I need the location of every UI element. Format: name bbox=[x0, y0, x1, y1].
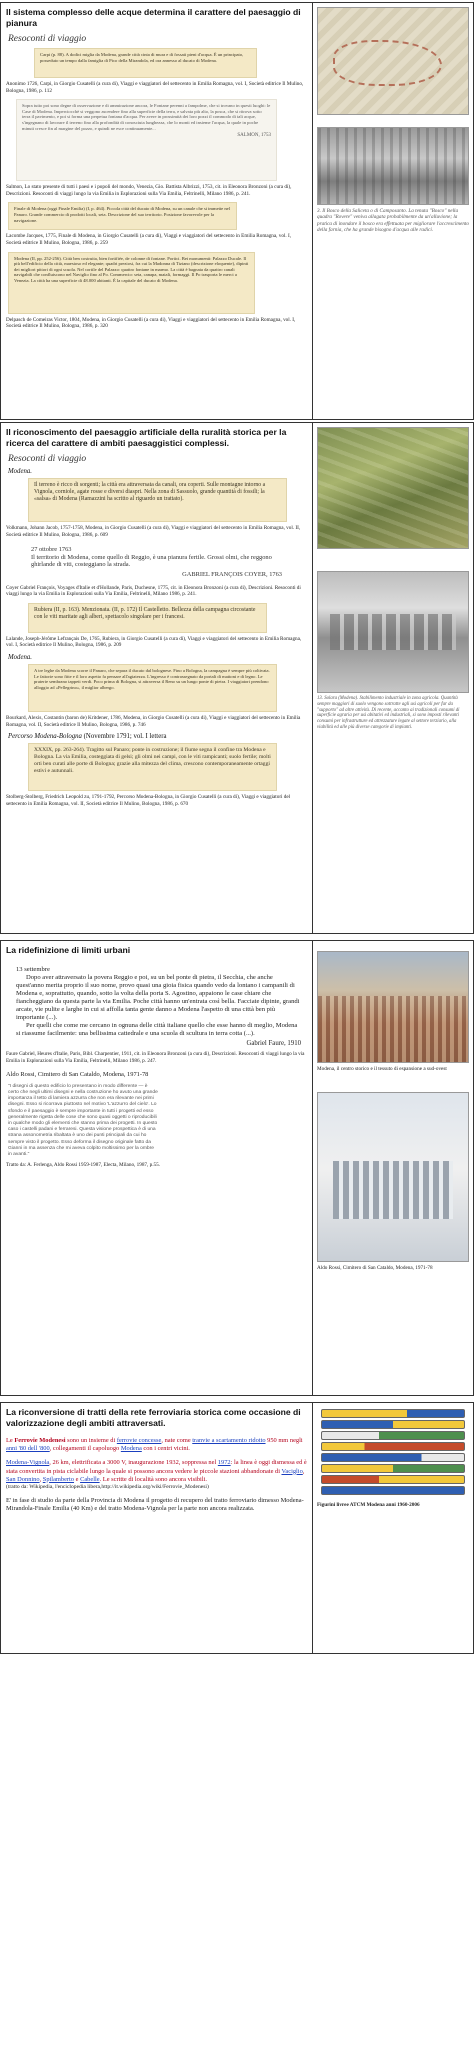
modena-aerial-photo bbox=[317, 951, 469, 1063]
subhead: Resoconti di viaggio bbox=[8, 454, 87, 464]
reference: Stolberg-Stolberg, Friedrich Leopold zu, 1791-1792, Percorso Modena-Bologna, in Giorgio Cusatelli (a cura di), Viaggi e viaggiatori del settecento in Emilia Romagna, vol. II, Società editrice Il Mulino, Bologna, 1986, p. 670 bbox=[6, 794, 291, 807]
text: 950 mm negli bbox=[265, 1437, 303, 1444]
scan-excerpt: Finale di Modena (oggi Finale Emilia) (I, p. 464). Piccola città del ducato di Modena, su un canale che si immette nel Panaro. Grande commercio di prodotti locali, seta. Descrizione del suo territorio. Posizione favorevole per la navigazione. bbox=[8, 202, 237, 230]
aldo-rossi-quote: "I disegni di questo edificio lo presentano in modo differente — è certo che negli ultimi disegni e nella costruzione ho avuto una grande importanza il tetto di lamiera azzurra che non era rilevante nei primi disegni. Esso si ricorrava piuttosto nel motivo 'L'azzurro del cielo'. Lo sfondo e il paesaggio è sempre importante in tutti i progetti ed esso generalmente rigetta delle cose che sono quasi oggetti o riproducibili in qualche modo gli elementi che stanno prima dei progetti. In questo caso i castelli padani e ferraresi. Questa visione prospettica è di una strana assonometria ribaltata è uno dei punti principali da cui ho sempre visto il progetto. Esso deforma il disegno originale fatto da Gianni in ma assenza che mi aveva colpito moltissimo per la ombre in avanti." bbox=[8, 1083, 158, 1158]
industrial-aerial-photo bbox=[317, 571, 469, 693]
train-livery bbox=[321, 1453, 465, 1462]
link-ferrovie-modenesi[interactable]: Ferrovie Modenesi bbox=[14, 1437, 66, 1444]
text: , 26 km, elettrificata a 3000 V, inaugurazione 1932, soppressa nel bbox=[49, 1459, 218, 1467]
reference: Salmon, Lo stato presente di tutti i paesi e i popoli del mondo, Venezia, Gio. Battista Albrizzi, 1753, cit. in Eleonora Bronzoni (a cura di), Descrizioni. Resoconti di viaggi lungo la via Emilia in Esplorazioni sulla Via Emilia, Feltrinelli, Milano 1986, p. 241. bbox=[6, 184, 292, 197]
section-acque bbox=[0, 2, 474, 420]
photo-caption: Figurini livree ATCM Modena anni 1960-2006 bbox=[317, 1502, 420, 1508]
train-livery bbox=[321, 1431, 465, 1440]
link-vaciglio[interactable]: Vaciglio bbox=[281, 1467, 303, 1475]
train-livery bbox=[321, 1464, 465, 1473]
route-title: Percorso Modena-Bologna bbox=[8, 733, 82, 741]
link-1972[interactable]: 1972 bbox=[217, 1459, 231, 1467]
section-limiti-images bbox=[313, 941, 473, 1395]
subhead: Resoconti di viaggio bbox=[8, 34, 87, 44]
text: , collegamenti il capoluogo bbox=[49, 1445, 121, 1453]
text: : la linea è oggi dismessa ed è stata convertita in pista ciclabile lungo la quale si possono ancora vedere le piccole stazioni abbandonate di bbox=[6, 1459, 307, 1475]
text: con i centri vicini. bbox=[141, 1445, 190, 1453]
scan-text: Sopra tutto poi sono degne di osservazione e di ammirazione ancora, le Fontane perenni a fampolme, che si trovano in questi luoghi: le Case di Modena. Imperciocchè si veggono ascendere fino alla superficie della terra, e salvata più alto, la posca, che si ritrova sotto terra il pavimento, e poi si forma una perpetua fontana d'acqua. Per avere in prossimità dei loro pozzi il commodo di tali acque, s'ingegnano di lavorare il terreno fino alla profondità di conosciuta lunghezza, che lo monti ed insieme l'acqua, la quale in poche minuti cresce fin al margine del pozzo, e quindi ne esce continuamente... bbox=[22, 103, 271, 131]
reference: Faure Gabriel, Heures d'Italie, Paris, Bibl. Charpentier, 1911, cit. in Eleonora Bronzoni (a cura di), Descrizioni. Resoconti di viaggi lungo la via Emilia in Esplorazioni sulla Via Emilia, Feltrinelli, Milano 1986, p. 247. bbox=[6, 1051, 305, 1064]
scan-excerpt: Carpi (p. 88). A dodici miglia da Modena, grande città cinta di mura e di fossati pieni d'acqua. È un principato, posseduto un tempo dalla famiglia di Pico della Mirandola, ed ora annesso al ducato di Modena. bbox=[34, 48, 257, 78]
reference: Tratto da: A. Ferlenga, Aldo Rossi 1959-1987, Electa, Milano, 1987, p.55. bbox=[6, 1162, 160, 1169]
quote-attribution: Gabriel Faure, 1910 bbox=[246, 1040, 301, 1047]
scan-excerpt bbox=[16, 99, 277, 181]
photo-caption: 3. Il Bosco della Saliceta o di Camposanto. La tenuta "Bosco" nella quadra "Rovere" veniva allagata probabilmente da un'alluvione; la pratica di inondare il bosco era effettuata per migliorare l'accrescimento della farnia, che ha grande bisogno d'acqua alle radici. bbox=[317, 208, 469, 234]
reference: Coyer Gabriel François, Voyages d'Italie et d'Hollande, Paris, Duchesne, 1775, cit. in Eleonora Bronzoni (a cura di), Descrizioni. Resoconti di viaggi lungo la via Emilia in Esplorazioni sulla Via Emilia, Feltrinelli, Milano 1986, p. 241. bbox=[6, 584, 301, 598]
train-livery bbox=[321, 1420, 465, 1429]
scan-excerpt: XXXIX, pp. 263-264). Tragitto sul Panaro; ponte in costruzione; il fiume segna il confine tra Modena e Bologna. La via Emilia, costeggiata di gelsi; gli olmi nei campi, con le viti rampicanti; suolo fertile; molti orti ben curati alle porte di Bologna; grazie alla mitezza del clima, crescono contemporaneamente ortaggi estivi e autunnali. bbox=[28, 743, 277, 791]
train-livery bbox=[321, 1409, 465, 1418]
paragraph-progetto: E' in fase di studio da parte della Provincia di Modena il progetto di recupero del tratto ferroviario dimesso Modena-Mirandola-Finale Emilia (40 Km) e del tratto Modena-Vignola per la parte non ancora realizzata. bbox=[6, 1497, 304, 1513]
section-title: Il riconoscimento del paesaggio artificiale della ruralità storica per la ricerca del carattere di ambiti paesaggistici complessi. bbox=[6, 427, 287, 448]
photo-caption: Modena, il centro storico e il tessuto di espansione a sud-ovest bbox=[317, 1066, 447, 1072]
train-livery bbox=[321, 1442, 465, 1451]
quote-date: 27 ottobre 1763 bbox=[31, 546, 72, 554]
paragraph-ferrovie bbox=[6, 1437, 307, 1453]
train-livery bbox=[321, 1475, 465, 1484]
scan-excerpt: Modena (II, pp. 252-256). Città ben costruita, bien fortifiée, de colonne di fontane. Portici. Bei monumenti: Palazzo Ducale. Il più bell'edificio della città, maestoso ed elegante; quadri preziosi, fra cui la Madonna di Tiziano (descrizione eloquente), dipinti dei migliori pittori di ogni scuola. Nel cortile del Palazzo: quattro fontane in marmo. La città è bagnata da quattro canali navigabili che confluiscono nel Naviglio fino al Po. Commercio: seta, canapa, maiali, formaggi. Il Po trasporta le merci a Venezia. La città ha una superficie di 48.000 abitanti. È la capitale del ducato di Modena. bbox=[8, 252, 255, 314]
link-cabelle[interactable]: Cabelle bbox=[80, 1475, 100, 1483]
section-limiti-text bbox=[1, 941, 313, 1395]
section-ferrovie-text bbox=[1, 1403, 313, 1653]
link-ferrovie-concesse[interactable]: ferrovie concesse bbox=[116, 1437, 162, 1444]
link-anni-80[interactable]: anni '80 dell '800 bbox=[6, 1445, 50, 1453]
text: Le bbox=[6, 1437, 15, 1444]
scan-excerpt: A tre leghe da Modena scorre il Panaro, che separa il ducato dal bolognese. Fino a Bologna, la campagna è sempre più coltivata. Le fattorie sono fitte e il loro aspetto fa pensare all'agiatezza. L'ingresso è contrassegnato da portali di mattoni e di legno. Le praterie sembrano tappeti verdi. Poco prima di Bologna, si attraversa il Reno su un lungo ponte di pietra. I viaggiatori prendono alloggio ad «Pellegrino», il miglior albergo. bbox=[28, 664, 277, 712]
route-date: (Novembre 1791; vol. I lettera bbox=[83, 733, 167, 741]
text: , bbox=[302, 1467, 305, 1475]
text: sono un insieme di bbox=[65, 1437, 117, 1444]
link-san-donnino[interactable]: San Donnino bbox=[6, 1475, 40, 1483]
link-spilamberto[interactable]: Spilamberto bbox=[42, 1475, 75, 1483]
reference: Volkmann, Johann Jacob, 1757-1758, Modena, in Giorgio Cusatelli (a cura di), Viaggi e viaggiatori del settecento in Emilia Romagna, vol. II, Società editrice Il Mulino, Bologna, 1986, p. 609 bbox=[6, 525, 301, 538]
section-paesaggio-rurale bbox=[0, 422, 474, 934]
section-title: Il sistema complesso delle acque determina il carattere del paesaggio di pianura bbox=[6, 7, 301, 28]
section-ferrovie bbox=[0, 1402, 474, 1654]
link-modena-vignola[interactable]: Modena-Vignola bbox=[6, 1459, 50, 1467]
place-label: Modena. bbox=[8, 653, 32, 661]
text: , bbox=[39, 1475, 43, 1483]
reference: Lacombe Jacques, 1775, Finale di Modena, in Giorgio Cusatelli (a cura di), Viaggi e viaggiatori del settecento in Emilia Romagna, vol. I, Società editrice Il Mulino, Bologna, 1986, p. 259 bbox=[6, 233, 292, 246]
reference: Delpasch de Comeiras Victor, 1804, Modena, in Giorgio Cusatelli (a cura di), Viaggi e viaggiatori del settecento in Emilia Romagna, vol. I, Società editrice Il Mulino, Bologna, 1986, p. 320 bbox=[6, 316, 296, 330]
scan-excerpt: Il terreno è ricco di sorgenti; la città era attraversata da canali, ora coperti. Sulle montagne intorno a Vignola, corniole, agate rosse e diversi diaspri. Nella zona di Sassuolo, grande quantità di fossili; la «salsa» di Modena (Ramazzini ha scritto al riguardo un trattato). bbox=[28, 478, 287, 522]
text: . Le scritte di località sono ancora visibili. bbox=[99, 1475, 207, 1483]
reference: Anonimo 1726, Carpi, in Giorgio Cusatelli (a cura di), Viaggi e viaggiatori del settecento in Emilia Romagna, vol. I, Società editrice Il Mulino, Bologna, 1986, p. 112 bbox=[6, 81, 304, 94]
quote-text: Per quelli che come me cercano in ognuna delle città italiane quello che esse hanno di meglio, Modena si riassume facilmente: una bellissima cattedrale e una scuola di scultura in terra cotta (...). bbox=[16, 1022, 298, 1037]
section-acque-text bbox=[1, 3, 313, 419]
faure-quote bbox=[16, 966, 301, 1048]
reference: Lalande, Joseph-Jérôme Lefrançais De, 1765, Rubiera, in Giorgio Cusatelli (a cura di), Viaggi e viaggiatori del settecento in Emilia Romagna, vol. I, Società editrice Il Mulino, Bologna, 1986, p. 209 bbox=[6, 635, 302, 649]
paragraph-modena-vignola bbox=[6, 1459, 307, 1491]
photo-caption: 13. Solara (Modena). Stabilimento industriale in zona agricola. Quantità sempre maggiori di suolo vengono sottratte agli usi agricoli per far da "supporto" ad altre attività. Di recente, accanto ai tradizionali consumi di superficie agraria per usi abitativi ed industriali, si sono imposti rilevanti consumi per infrastrutture ed attrezzature legate al settore terziario, alla viabilità ed alle più diverse categorie di impianti. bbox=[317, 696, 460, 730]
aldo-rossi-title: Aldo Rossi, Cimitero di San Cataldo, Modena, 1971-78 bbox=[6, 1071, 149, 1079]
quote-date: 13 settembre bbox=[16, 966, 50, 973]
historic-map-image bbox=[317, 7, 469, 115]
bosco-photo bbox=[317, 127, 469, 205]
wikipedia-source: (tratto da: Wikipedia, l'enciclopedia libera,http://it.wikipedia.org/wiki/Ferrovie_Modenesi) bbox=[6, 1484, 209, 1491]
link-tranvie[interactable]: tranvie a scartamento ridotto bbox=[192, 1437, 266, 1444]
train-livery-figures bbox=[317, 1407, 469, 1499]
link-modena[interactable]: Modena bbox=[120, 1445, 142, 1453]
section-acque-images bbox=[313, 3, 473, 419]
section-limiti-urbani bbox=[0, 940, 474, 1396]
reference: Bourkard, Alexis, Costantin (baron de) Kritdener, 1786, Modena, in Giorgio Cusatelli (a cura di), Viaggi e viaggiatori del settecento in Emilia Romagna, vol. II, Società editrice Il Mulino, Bologna, 1986, p. 746 bbox=[6, 714, 301, 728]
photo-caption: Aldo Rossi, Cimitero di San Cataldo, Modena, 1971-78 bbox=[317, 1265, 433, 1272]
text: , nate come bbox=[161, 1437, 193, 1444]
quote-text: Dopo aver attraversato la povera Reggio e poi, su un bel ponte di pietra, il Secchia, che anche quest'anno merita proprio il suo nome, provo quasi una gioia fisica quando vedo da lontano i campanili di Modena e, soprattutto, quando, sotto la volta della porta S. Agostino, appaiono le case chiare che fiancheggiano da questa parte la via Emilia. Poche città hanno un'entrata così bella. Facciate dipinte, grandi arcate, vie pulite e larghe in cui si affolla tanta gente danno a Modena l'aspetto di una città ben più importante (...). bbox=[16, 974, 300, 1021]
quote-excerpt bbox=[26, 543, 287, 581]
route-label bbox=[8, 733, 307, 740]
train-livery bbox=[321, 1486, 465, 1495]
quote-attribution: GABRIEL FRANÇOIS COYER, 1763 bbox=[182, 570, 282, 578]
section-title: La riconversione di tratti della rete ferroviaria storica come occasione di valorizzazione degli ambiti attraversati. bbox=[6, 1407, 301, 1428]
section-ferrovie-images bbox=[313, 1403, 473, 1653]
cemetery-drawing bbox=[317, 1092, 469, 1262]
scan-excerpt: Rubiera (II, p. 163). Menzionata. (II, p. 172) Il Castelletto. Bellezza della campagna circostante con le viti maritate agli alberi, spettacolo singolare per i francesi. bbox=[28, 603, 267, 633]
section-rurale-images bbox=[313, 423, 473, 933]
scan-attribution: SALMON, 1753 bbox=[237, 133, 271, 139]
place-label: Modena. bbox=[8, 468, 32, 475]
section-rurale-text bbox=[1, 423, 313, 933]
text: e bbox=[74, 1475, 81, 1483]
section-title: La ridefinizione di limiti urbani bbox=[6, 945, 131, 955]
quote-text: Il territorio di Modena, come quello di Reggio, è una pianura fertile. Grossi olmi, che reggono ghirlande di viti, costeggiano la strada. bbox=[31, 553, 272, 569]
rural-aerial-photo bbox=[317, 427, 469, 549]
